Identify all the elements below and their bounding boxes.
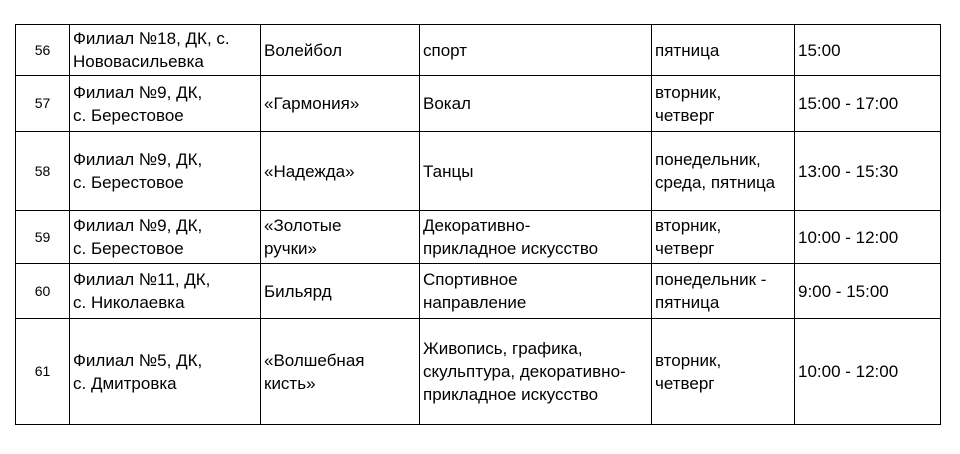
club-cell: «Надежда»	[261, 132, 420, 211]
club-cell: Бильярд	[261, 264, 420, 319]
table-row	[16, 264, 941, 319]
row-number-cell: 58	[16, 132, 70, 211]
branch-cell: Филиал №18, ДК, с. Нововасильевка	[70, 25, 261, 76]
days-cell: вторник, четверг	[652, 211, 795, 264]
time-cell: 13:00 - 15:30	[795, 132, 941, 211]
branch-cell: Филиал №9, ДК, с. Берестовое	[70, 132, 261, 211]
club-cell: Волейбол	[261, 25, 420, 76]
table-row	[16, 25, 941, 76]
days-cell: пятница	[652, 25, 795, 76]
branch-cell: Филиал №5, ДК, с. Дмитровка	[70, 319, 261, 425]
branch-cell: Филиал №9, ДК, с. Берестовое	[70, 76, 261, 132]
direction-cell: спорт	[420, 25, 652, 76]
time-cell: 15:00	[795, 25, 941, 76]
club-cell: «Волшебная кисть»	[261, 319, 420, 425]
schedule-table	[15, 24, 941, 425]
direction-cell: Спортивное направление	[420, 264, 652, 319]
table-row	[16, 211, 941, 264]
days-cell: вторник, четверг	[652, 319, 795, 425]
row-number-cell: 61	[16, 319, 70, 425]
table-row	[16, 132, 941, 211]
days-cell: вторник, четверг	[652, 76, 795, 132]
row-number-cell: 60	[16, 264, 70, 319]
branch-cell: Филиал №11, ДК, с. Николаевка	[70, 264, 261, 319]
direction-cell: Декоративно- прикладное искусство	[420, 211, 652, 264]
club-cell: «Гармония»	[261, 76, 420, 132]
row-number-cell: 57	[16, 76, 70, 132]
branch-cell: Филиал №9, ДК, с. Берестовое	[70, 211, 261, 264]
time-cell: 9:00 - 15:00	[795, 264, 941, 319]
time-cell: 15:00 - 17:00	[795, 76, 941, 132]
club-cell: «Золотые ручки»	[261, 211, 420, 264]
days-cell: понедельник - пятница	[652, 264, 795, 319]
days-cell: понедельник, среда, пятница	[652, 132, 795, 211]
direction-cell: Вокал	[420, 76, 652, 132]
table-row	[16, 76, 941, 132]
direction-cell: Танцы	[420, 132, 652, 211]
time-cell: 10:00 - 12:00	[795, 319, 941, 425]
row-number-cell: 56	[16, 25, 70, 76]
time-cell: 10:00 - 12:00	[795, 211, 941, 264]
table-row	[16, 319, 941, 425]
direction-cell: Живопись, графика, скульптура, декоративно- прикладное искусство	[420, 319, 652, 425]
row-number-cell: 59	[16, 211, 70, 264]
